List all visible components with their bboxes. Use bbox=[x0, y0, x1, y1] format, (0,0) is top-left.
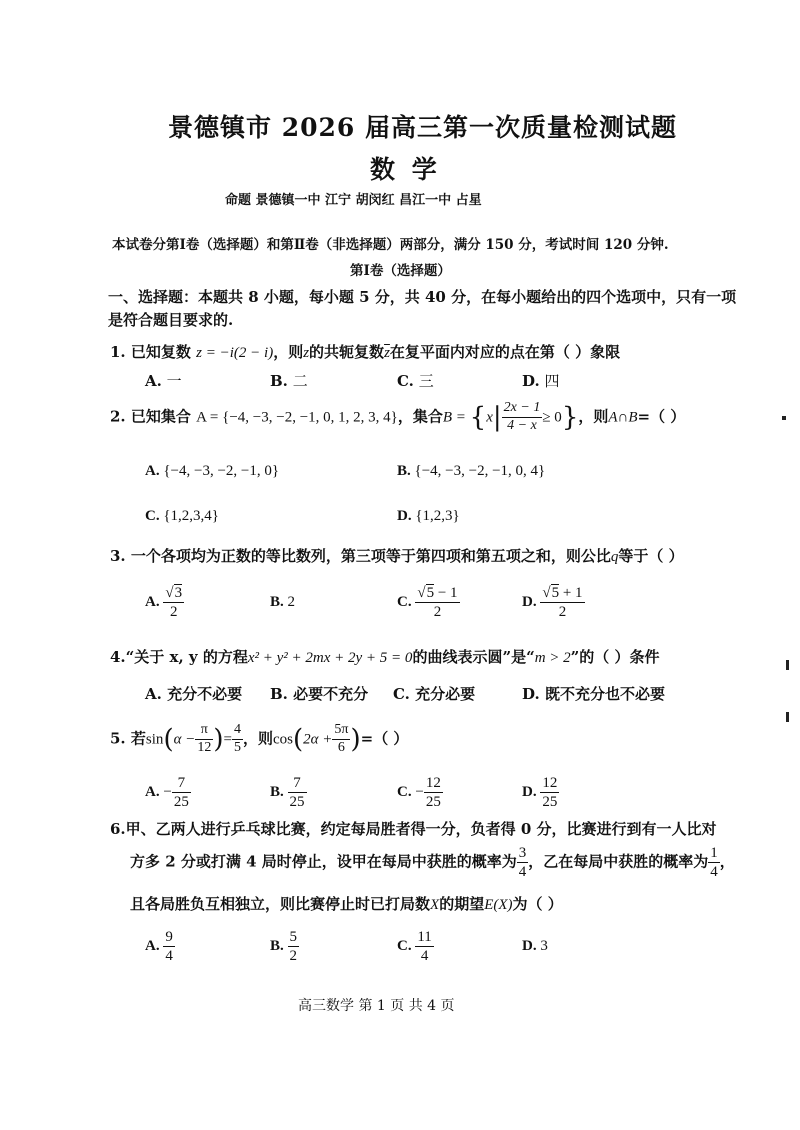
part-title: 第Ⅰ卷（选择题） bbox=[350, 263, 451, 279]
q3-option-b[interactable] bbox=[270, 594, 295, 611]
question-3 bbox=[110, 545, 684, 566]
radicand: 5 bbox=[426, 585, 435, 601]
left-paren: ( bbox=[292, 724, 304, 755]
question-2 bbox=[110, 400, 685, 435]
set-bar: | bbox=[492, 402, 502, 433]
value-fraction bbox=[232, 722, 243, 757]
math-variable: X bbox=[430, 897, 440, 913]
option-label: D. bbox=[397, 508, 412, 524]
fraction-denominator: 4 bbox=[420, 948, 429, 964]
option-text: 充分必要 bbox=[415, 685, 476, 703]
fraction-denominator: 25 bbox=[542, 794, 558, 810]
option-label: D. bbox=[522, 593, 537, 610]
q5-option-a[interactable] bbox=[145, 774, 191, 811]
option-label: B. bbox=[397, 463, 411, 479]
numerator-rest: − 1 bbox=[434, 585, 458, 601]
option-label: A. bbox=[145, 463, 160, 479]
question-text: 已知集合 bbox=[130, 407, 191, 426]
option-sign: − bbox=[415, 783, 424, 800]
option-label: A. bbox=[145, 783, 160, 800]
option-label: D. bbox=[522, 685, 540, 703]
option-label: B. bbox=[270, 685, 288, 703]
question-1 bbox=[110, 341, 620, 362]
question-text: 在复平面内对应的点在第（ ）象限 bbox=[389, 343, 621, 361]
option-fraction bbox=[288, 774, 307, 811]
fraction-denominator: 2 bbox=[169, 604, 178, 620]
sin-fraction bbox=[195, 722, 213, 757]
math-condition: m > 2 bbox=[534, 650, 571, 666]
q5-option-b[interactable] bbox=[270, 774, 307, 811]
right-paren: ) bbox=[350, 724, 361, 755]
set-a-expression: A = {−4, −3, −2, −1, 0, 1, 2, 3, 4} bbox=[196, 409, 398, 426]
question-text: 的曲线表示圆”是“ bbox=[412, 648, 535, 666]
fraction-numerator: 2x − 1 bbox=[502, 400, 543, 418]
fraction-denominator: 12 bbox=[197, 739, 212, 755]
question-text: 方多 2 分或打满 4 局时停止，设甲在每局中获胜的概率为 bbox=[130, 852, 517, 871]
option-label: D. bbox=[522, 783, 537, 800]
option-text: {−4, −3, −2, −1, 0} bbox=[163, 463, 280, 479]
fraction-denominator: 4 − x bbox=[507, 417, 537, 433]
question-text: ”的（ ）条件 bbox=[570, 648, 660, 666]
option-label: C. bbox=[393, 685, 410, 703]
cos-function: cos bbox=[272, 731, 293, 748]
option-text: {1,2,3} bbox=[415, 508, 460, 524]
question-text: =（ ） bbox=[360, 729, 409, 748]
cos-fraction bbox=[332, 722, 350, 757]
option-text: 3 bbox=[540, 938, 548, 954]
option-text: 四 bbox=[544, 372, 560, 390]
q6-option-d[interactable] bbox=[522, 938, 548, 955]
option-label: C. bbox=[397, 783, 412, 800]
fraction-numerator: 1 bbox=[710, 845, 718, 861]
set-b-fraction bbox=[502, 400, 543, 435]
numerator-rest: + 1 bbox=[559, 585, 583, 601]
radicand: 3 bbox=[174, 585, 183, 601]
fraction-denominator: 4 bbox=[710, 864, 718, 880]
math-equation: x² + y² + 2mx + 2y + 5 = 0 bbox=[247, 650, 413, 666]
option-label: D. bbox=[522, 372, 540, 390]
right-brace: } bbox=[561, 402, 579, 433]
question-text: 的期望 bbox=[439, 895, 485, 913]
option-label: A. bbox=[145, 372, 162, 390]
math-expression: z = −i(2 − i) bbox=[196, 345, 274, 361]
q5-option-d[interactable] bbox=[522, 774, 559, 811]
fraction-numerator: √5 − 1 bbox=[417, 585, 458, 601]
option-text: 2 bbox=[287, 594, 296, 610]
question-number: 1. bbox=[110, 343, 126, 361]
fraction-numerator: 9 bbox=[165, 929, 173, 945]
subject-title: 数 学 bbox=[370, 155, 441, 184]
q6-option-a[interactable] bbox=[145, 928, 175, 965]
option-fraction bbox=[540, 774, 559, 811]
option-fraction bbox=[424, 774, 443, 811]
inequality: ≥ 0 bbox=[542, 409, 562, 426]
question-text: 一个各项均为正数的等比数列，第三项等于第四项和第五项之和，则公比 bbox=[130, 547, 611, 565]
q4-option-a[interactable] bbox=[145, 683, 242, 704]
fraction-numerator: 12 bbox=[425, 775, 441, 791]
fraction-denominator: 25 bbox=[173, 794, 189, 810]
fraction-denominator: 2 bbox=[289, 948, 298, 964]
question-text: =（ ） bbox=[637, 407, 686, 426]
fraction-denominator: 5 bbox=[233, 739, 241, 755]
question-text: 等于（ ） bbox=[618, 547, 684, 565]
scan-mark bbox=[782, 416, 786, 420]
question-6-line2 bbox=[130, 844, 735, 881]
q1-option-a[interactable] bbox=[145, 370, 182, 391]
q6-option-b[interactable] bbox=[270, 928, 299, 965]
fraction-numerator: 4 bbox=[232, 722, 243, 740]
left-paren: ( bbox=[163, 724, 174, 755]
set-b-label: B = bbox=[442, 409, 470, 426]
option-label: C. bbox=[145, 508, 160, 524]
question-text: ，则 bbox=[578, 407, 609, 426]
option-fraction bbox=[172, 774, 191, 811]
q2-option-a[interactable] bbox=[145, 463, 279, 480]
q1-option-d[interactable] bbox=[522, 370, 560, 391]
expectation-expression: E(X) bbox=[484, 897, 513, 913]
cos-argument: 2α + bbox=[303, 731, 333, 748]
fraction-numerator: 5π bbox=[332, 722, 350, 740]
fraction-denominator: 6 bbox=[337, 739, 345, 755]
q5-option-c[interactable] bbox=[397, 774, 443, 811]
option-text: 二 bbox=[292, 372, 308, 390]
option-label: A. bbox=[145, 937, 160, 954]
q6-option-c[interactable] bbox=[397, 928, 434, 965]
fraction-numerator: 7 bbox=[288, 774, 307, 793]
fraction-denominator: 4 bbox=[518, 864, 527, 880]
q2-option-d[interactable] bbox=[397, 508, 460, 525]
q2-option-c[interactable] bbox=[145, 508, 219, 525]
question-text: ，则 bbox=[242, 729, 273, 748]
option-label: D. bbox=[522, 938, 537, 954]
option-label: C. bbox=[397, 937, 412, 954]
option-label: B. bbox=[270, 937, 284, 954]
option-text: 既不充分也不必要 bbox=[544, 685, 665, 703]
q1-option-c[interactable] bbox=[397, 370, 434, 391]
option-fraction bbox=[540, 584, 584, 621]
question-6-line3 bbox=[130, 893, 563, 914]
option-label: B. bbox=[270, 783, 284, 800]
fraction-numerator: 11 bbox=[417, 929, 432, 945]
question-text: “关于 x, y 的方程 bbox=[125, 648, 248, 666]
option-fraction bbox=[163, 584, 184, 621]
option-text: 三 bbox=[418, 372, 434, 390]
q3-option-d[interactable] bbox=[522, 584, 585, 621]
q4-option-d[interactable] bbox=[522, 683, 665, 704]
set-b-variable: x bbox=[486, 409, 493, 426]
option-fraction bbox=[288, 928, 300, 965]
question-5 bbox=[110, 722, 408, 757]
question-6-line1 bbox=[110, 818, 717, 839]
fraction-numerator: π bbox=[195, 722, 213, 740]
question-text: 为（ ） bbox=[512, 895, 563, 913]
question-text: ，则 bbox=[273, 343, 304, 361]
intro-line: 本试卷分第Ⅰ卷（选择题）和第Ⅱ卷（非选择题）两部分，满分 150 分，考试时间 120 分钟. bbox=[112, 237, 669, 253]
option-text: {−4, −3, −2, −1, 0, 4} bbox=[414, 463, 546, 479]
question-4 bbox=[110, 646, 660, 667]
right-paren: ) bbox=[213, 724, 224, 755]
page-footer: 高三数学 第 1 页 共 4 页 bbox=[298, 998, 455, 1014]
q3-option-c[interactable] bbox=[397, 584, 460, 621]
question-text: 甲、乙两人进行乒乓球比赛，约定每局胜者得一分，负者得 0 分，比赛进行到有一人比对 bbox=[125, 820, 717, 838]
fraction-denominator: 25 bbox=[289, 794, 305, 810]
fraction-numerator: 5 bbox=[289, 929, 298, 945]
scan-mark bbox=[786, 660, 789, 670]
question-text: ，集合 bbox=[397, 407, 443, 426]
q4-option-b[interactable] bbox=[270, 683, 368, 704]
option-text: 充分不必要 bbox=[167, 685, 243, 703]
question-text: ， bbox=[719, 852, 735, 871]
option-label: B. bbox=[270, 372, 288, 390]
fraction-numerator: 3 bbox=[518, 845, 527, 861]
fraction-numerator: √5 + 1 bbox=[542, 585, 583, 601]
option-label: C. bbox=[397, 593, 412, 610]
question-text: 且各局胜负互相独立，则比赛停止时已打局数 bbox=[130, 895, 431, 913]
fraction-denominator: 2 bbox=[433, 604, 442, 620]
option-label: C. bbox=[397, 372, 414, 390]
question-number: 4. bbox=[110, 648, 126, 666]
q4-option-c[interactable] bbox=[393, 683, 475, 704]
q2-option-b[interactable] bbox=[397, 463, 545, 480]
fraction-denominator: 2 bbox=[558, 604, 567, 620]
section-heading-line2: 是符合题目要求的. bbox=[108, 311, 234, 329]
probability-fraction-b bbox=[708, 844, 720, 881]
option-text: 一 bbox=[166, 372, 182, 390]
equals-sign: = bbox=[223, 731, 232, 748]
fraction-denominator: 25 bbox=[425, 794, 441, 810]
option-sign: − bbox=[163, 783, 172, 800]
scan-mark bbox=[786, 712, 789, 722]
section-heading-line1: 一、选择题：本题共 8 小题，每小题 5 分，共 40 分，在每小题给出的四个选项中，只有一项 bbox=[108, 288, 737, 306]
math-variable: q bbox=[610, 549, 619, 565]
option-text: {1,2,3,4} bbox=[163, 508, 219, 524]
option-label: A. bbox=[145, 685, 162, 703]
exam-title: 景德镇市 2026 届高三第一次质量检测试题 bbox=[168, 113, 677, 142]
option-fraction bbox=[163, 928, 175, 965]
option-text: 必要不充分 bbox=[293, 685, 369, 703]
fraction-numerator: √3 bbox=[165, 585, 183, 601]
fraction-numerator: 7 bbox=[172, 774, 191, 793]
sin-function: sin bbox=[145, 731, 164, 748]
question-text: 已知复数 bbox=[130, 343, 191, 361]
authors-line: 命题 景德镇一中 江宁 胡闵红 昌江一中 占星 bbox=[225, 193, 482, 208]
question-number: 6. bbox=[110, 820, 126, 838]
question-text: 的共轭复数 bbox=[309, 343, 385, 361]
question-text: 若 bbox=[130, 729, 146, 748]
intersection-expression: A∩B bbox=[608, 409, 638, 426]
q3-option-a[interactable] bbox=[145, 584, 184, 621]
question-number: 5. bbox=[110, 729, 126, 748]
sin-argument: α − bbox=[173, 731, 196, 748]
fraction-denominator: 4 bbox=[165, 948, 173, 964]
option-fraction bbox=[415, 584, 459, 621]
question-text: ，乙在每局中获胜的概率为 bbox=[528, 852, 709, 871]
option-label: B. bbox=[270, 594, 284, 610]
radicand: 5 bbox=[551, 585, 560, 601]
fraction-numerator: 12 bbox=[542, 775, 558, 791]
option-fraction bbox=[415, 928, 433, 965]
q1-option-b[interactable] bbox=[270, 370, 308, 391]
question-number: 2. bbox=[110, 407, 126, 426]
question-number: 3. bbox=[110, 547, 126, 565]
math-variable-conjugate: $\overline{z}$ bbox=[384, 345, 390, 361]
left-brace: { bbox=[469, 402, 487, 433]
probability-fraction-a bbox=[517, 844, 529, 881]
option-label: A. bbox=[145, 593, 160, 610]
math-variable: z bbox=[303, 345, 310, 361]
